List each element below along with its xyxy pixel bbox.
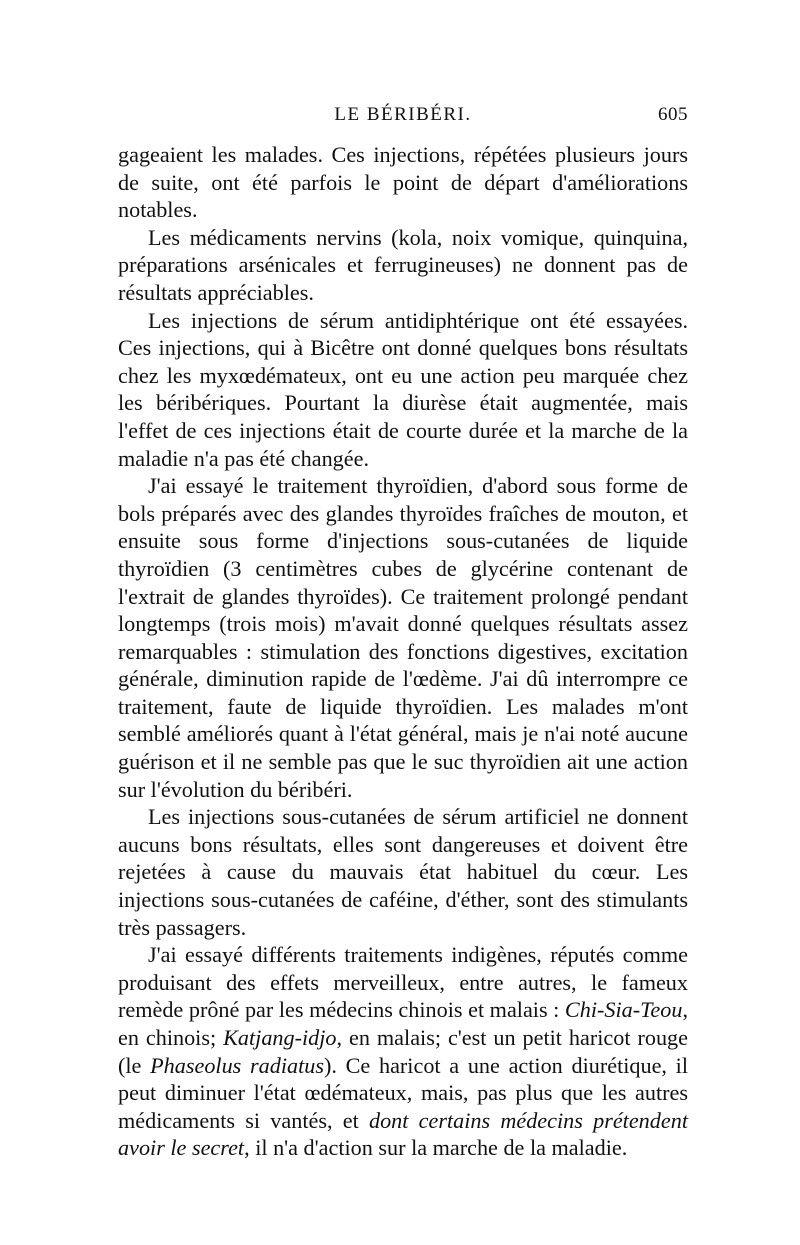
malay-remedy-name: Katjang-idjo <box>223 1025 337 1050</box>
text-segment: , en malais; c'est un petit haricot rouge (le <box>118 1025 688 1078</box>
text-segment: ). Ce haricot a une action diurétique, il peut diminuer l'état œdémateux, mais, pas plus que les autres médicaments si vantés, et <box>118 1052 689 1133</box>
page-header <box>118 104 688 134</box>
text-segment: , il n'a d'action sur la marche de la maladie. <box>244 1135 628 1161</box>
body-text <box>118 141 688 1162</box>
text-segment: J'ai essayé différents traitements indigènes, réputés comme produisant des effets merveilleux, entre autres, le fameux remède prôné par les médecins chinois et malais : <box>118 942 688 1023</box>
paragraph-traitement-thyroidien: J'ai essayé le traitement thyroïdien, d'abord sous forme de bols préparés avec des glandes thyroïdes fraîches de mouton, et ensuite sous forme d'injections sous-cutanées de liquide thyroïdien (3 centimètres cubes de glycérine contenant de l'extrait de glandes thyroïdes). Ce traitement prolongé pendant longtemps (trois mois) m'avait donné quelques résultats assez remarquables : stimulation des fonctions digestives, excitation générale, diminution rapide de l'œdème. J'ai dû interrompre ce traitement, faute de liquide thyroïdien. Les malades m'ont semblé améliorés quant à l'état général, mais je n'ai noté aucune guérison et il ne semble pas que le suc thyroïdien ait une action sur l'évolution du béribéri. <box>118 473 688 802</box>
page-number: 605 <box>658 104 688 125</box>
running-title: LE BÉRIBÉRI. <box>334 104 472 125</box>
paragraph-serum-artificiel: Les injections sous-cutanées de sérum artificiel ne donnent aucuns bons résultats, elles sont dangereuses et doivent être rejetées à cause du mauvais état habituel du cœur. Les injections sous-cutanées de caféine, d'éther, sont des stimulants très passagers. <box>118 804 688 940</box>
paragraph-serum-antidiphterique: Les injections de sérum antidiphtérique ont été essayées. Ces injections, qui à Bicêtre ont donné quelques bons résultats chez les myxœdémateux, ont eu une action peu marquée chez les béribériques. Pourtant la diurèse était augmentée, mais l'effet de ces injections était de courte durée et la marche de la maladie n'a pas été changée. <box>118 307 688 471</box>
latin-species-name: Phaseolus radiatus <box>150 1052 324 1078</box>
text-segment: , en chinois; <box>118 997 688 1050</box>
paragraph-traitements-indigenes <box>118 941 688 1162</box>
chinese-remedy-name: Chi-Sia-Teou <box>564 997 683 1023</box>
paragraph-nervins: Les médicaments nervins (kola, noix vomique, quinquina, préparations arsénicales et ferrugineuses) ne donnent pas de résultats appréciables. <box>118 224 688 305</box>
italic-clause: dont certains médecins prétendent avoir le secret <box>118 1107 688 1161</box>
paragraph-continued: gageaient les malades. Ces injections, répétées plusieurs jours de suite, ont été parfois le point de départ d'améliorations notables. <box>118 142 688 223</box>
